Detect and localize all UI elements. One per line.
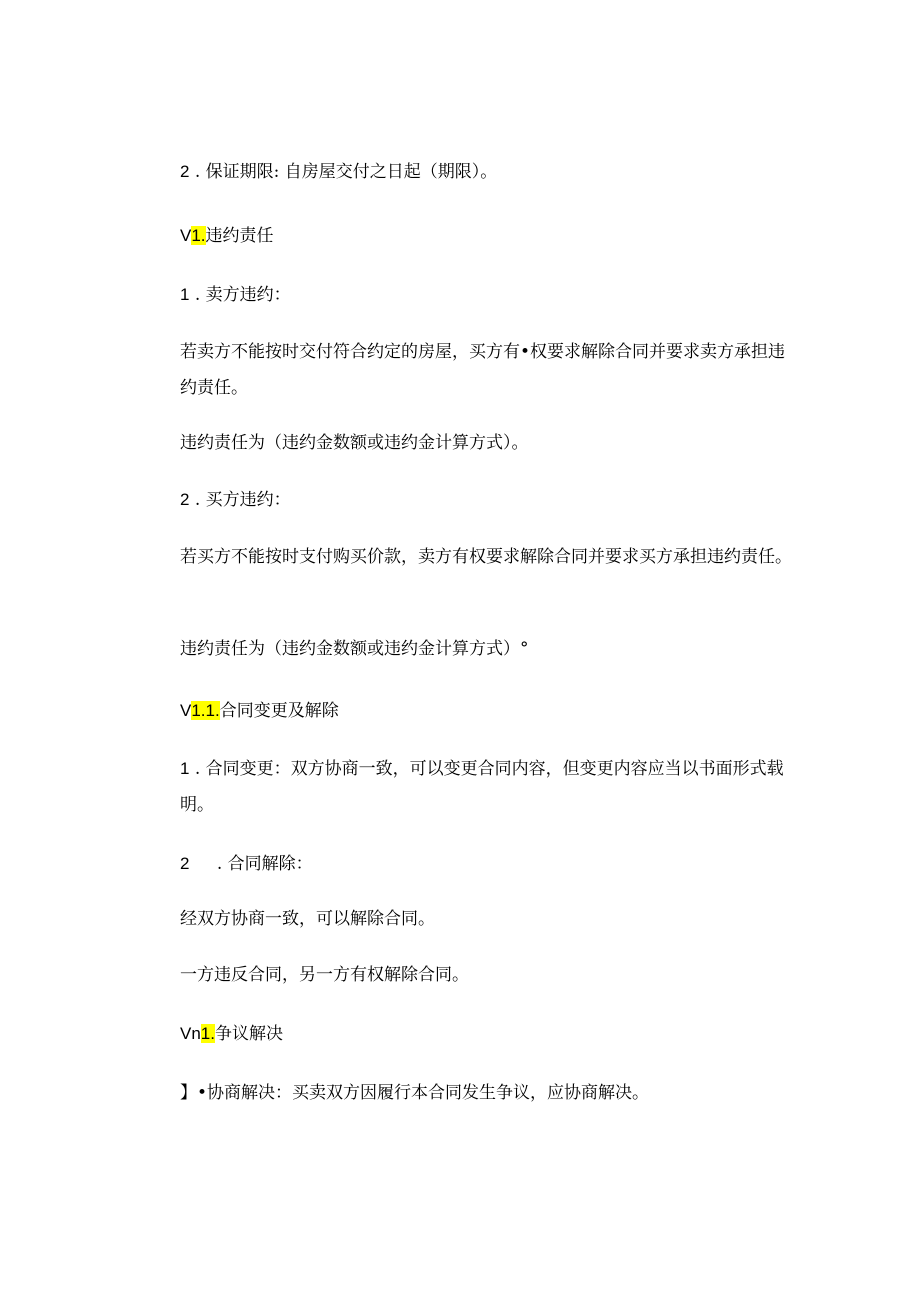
seller-breach-clause <box>180 284 291 306</box>
mutual-termination-text: 经双方协商一致，可以解除合同。 <box>180 909 435 929</box>
highlighted-number: 1. <box>191 226 206 245</box>
clause-number: 1 <box>180 285 190 304</box>
clause-text: . 合同解除： <box>211 854 313 874</box>
heading-text: 争议解决 <box>214 1024 283 1044</box>
seller-liability-text: 违约责任为（违约金数额或违约金计算方式）。 <box>180 433 529 453</box>
clause-number: 2 <box>180 854 190 873</box>
highlighted-number: 1. <box>200 1024 215 1043</box>
clause-number: 2 <box>180 490 190 509</box>
clause-text: . 保证期限: 自房屋交付之日起（期限）。 <box>189 162 498 182</box>
heading-prefix: Vn <box>180 1024 201 1043</box>
buyer-liability-text: 违约责任为（违约金数额或违约金计算方式）° <box>180 639 529 659</box>
highlighted-number: 1.1. <box>191 701 220 720</box>
section-heading-change-termination <box>180 700 339 722</box>
unilateral-termination-text: 一方违反合同，另一方有权解除合同。 <box>180 965 469 985</box>
clause-text: . 买方违约： <box>189 490 291 510</box>
clause-text: . 卖方违约： <box>189 285 291 305</box>
heading-prefix: V <box>180 226 192 245</box>
contract-change-clause <box>180 751 795 823</box>
buyer-breach-clause <box>180 489 291 511</box>
contract-termination-clause <box>180 853 313 875</box>
buyer-breach-body: 若买方不能按时支付购买价款，卖方有权要求解除合同并要求买方承担违约责任。 <box>180 547 792 567</box>
clause-number: 2 <box>180 162 190 181</box>
clause-number: 1 <box>180 759 190 778</box>
heading-prefix: V <box>180 701 192 720</box>
section-heading-breach <box>180 225 274 247</box>
heading-text: 合同变更及解除 <box>219 701 339 721</box>
warranty-period-clause <box>180 161 497 183</box>
negotiation-clause: 】•协商解决：买卖双方因履行本合同发生争议，应协商解决。 <box>180 1083 650 1103</box>
heading-text: 违约责任 <box>205 226 274 246</box>
clause-text: . 合同变更：双方协商一致，可以变更合同内容，但变更内容应当以书面形式载明。 <box>180 759 784 815</box>
seller-breach-body: 若卖方不能按时交付符合约定的房屋，买方有•权要求解除合同并要求卖方承担违约责任。 <box>180 342 786 398</box>
section-heading-dispute <box>180 1023 283 1045</box>
